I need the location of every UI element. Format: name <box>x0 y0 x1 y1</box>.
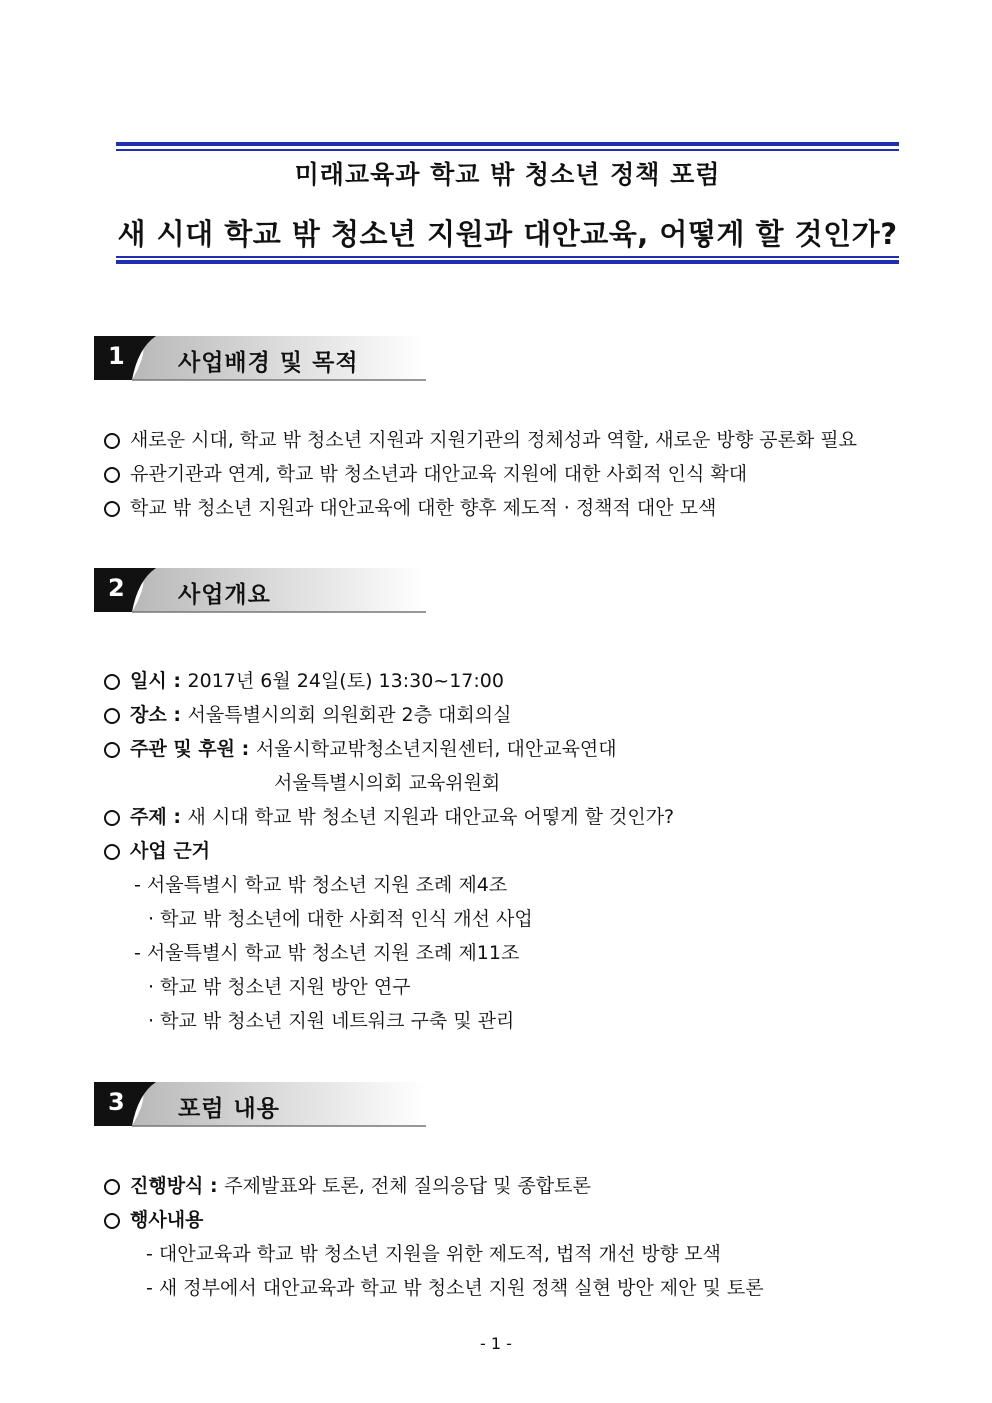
list-item: 유관기관과 연계, 학교 밖 청소년과 대안교육 지원에 대한 사회적 인식 확대 <box>104 461 747 487</box>
sub-sub-item: · 학교 밖 청소년 지원 네트워크 구축 및 관리 <box>148 1010 515 1032</box>
list-item: 새로운 시대, 학교 밖 청소년 지원과 지원기관의 정체성과 역할, 새로운 방향 공론화 필요 <box>104 427 857 453</box>
title-top-rule-thin <box>116 149 899 151</box>
section-number: 3 <box>108 1088 125 1116</box>
list-item: 사업 근거 <box>104 838 210 864</box>
circle-bullet-icon <box>104 1213 120 1229</box>
forum-subtitle: 새 시대 학교 밖 청소년 지원과 대안교육, 어떻게 할 것인가? <box>117 217 898 251</box>
section-3-header <box>94 1080 426 1128</box>
circle-bullet-icon <box>104 742 120 758</box>
sub-item: - 새 정부에서 대안교육과 학교 밖 청소년 지원 정책 실현 방안 제안 및 토론 <box>146 1277 764 1299</box>
circle-bullet-icon <box>104 467 120 483</box>
circle-bullet-icon <box>104 433 120 449</box>
title-bottom-rule-thin <box>116 256 899 258</box>
section-title: 사업개요 <box>178 582 271 608</box>
sub-item: - 서울특별시 학교 밖 청소년 지원 조례 제11조 <box>134 942 520 964</box>
list-item: 주관 및 후원 : 서울시학교밖청소년지원센터, 대안교육연대 <box>104 736 617 762</box>
section-title: 포럼 내용 <box>178 1096 280 1122</box>
section-1-header <box>94 334 426 382</box>
list-item: 행사내용 <box>104 1207 203 1233</box>
circle-bullet-icon <box>104 708 120 724</box>
list-item: 일시 : 2017년 6월 24일(토) 13:30~17:00 <box>104 668 504 694</box>
circle-bullet-icon <box>104 501 120 517</box>
sub-item: - 대안교육과 학교 밖 청소년 지원을 위한 제도적, 법적 개선 방향 모색 <box>146 1243 721 1265</box>
sub-sub-item: · 학교 밖 청소년 지원 방안 연구 <box>148 976 411 998</box>
list-item-continuation: 서울특별시의회 교육위원회 <box>274 772 501 794</box>
page-number: - 1 - <box>480 1334 512 1353</box>
title-top-rule-thick <box>116 142 899 146</box>
forum-title: 미래교육과 학교 밖 청소년 정책 포럼 <box>294 160 721 189</box>
section-2-header <box>94 566 426 614</box>
list-item: 학교 밖 청소년 지원과 대안교육에 대한 향후 제도적 · 정책적 대안 모색 <box>104 495 716 521</box>
list-item: 주제 : 새 시대 학교 밖 청소년 지원과 대안교육 어떻게 할 것인가? <box>104 804 674 830</box>
title-bottom-rule-thick <box>116 260 899 264</box>
section-number: 1 <box>108 342 125 370</box>
sub-item: - 서울특별시 학교 밖 청소년 지원 조례 제4조 <box>134 874 508 896</box>
list-item: 진행방식 : 주제발표와 토론, 전체 질의응답 및 종합토론 <box>104 1173 591 1199</box>
section-number: 2 <box>108 574 125 602</box>
circle-bullet-icon <box>104 1179 120 1195</box>
section-title: 사업배경 및 목적 <box>178 350 359 376</box>
sub-sub-item: · 학교 밖 청소년에 대한 사회적 인식 개선 사업 <box>148 908 533 930</box>
list-item: 장소 : 서울특별시의회 의원회관 2층 대회의실 <box>104 702 511 728</box>
circle-bullet-icon <box>104 810 120 826</box>
circle-bullet-icon <box>104 674 120 690</box>
circle-bullet-icon <box>104 844 120 860</box>
